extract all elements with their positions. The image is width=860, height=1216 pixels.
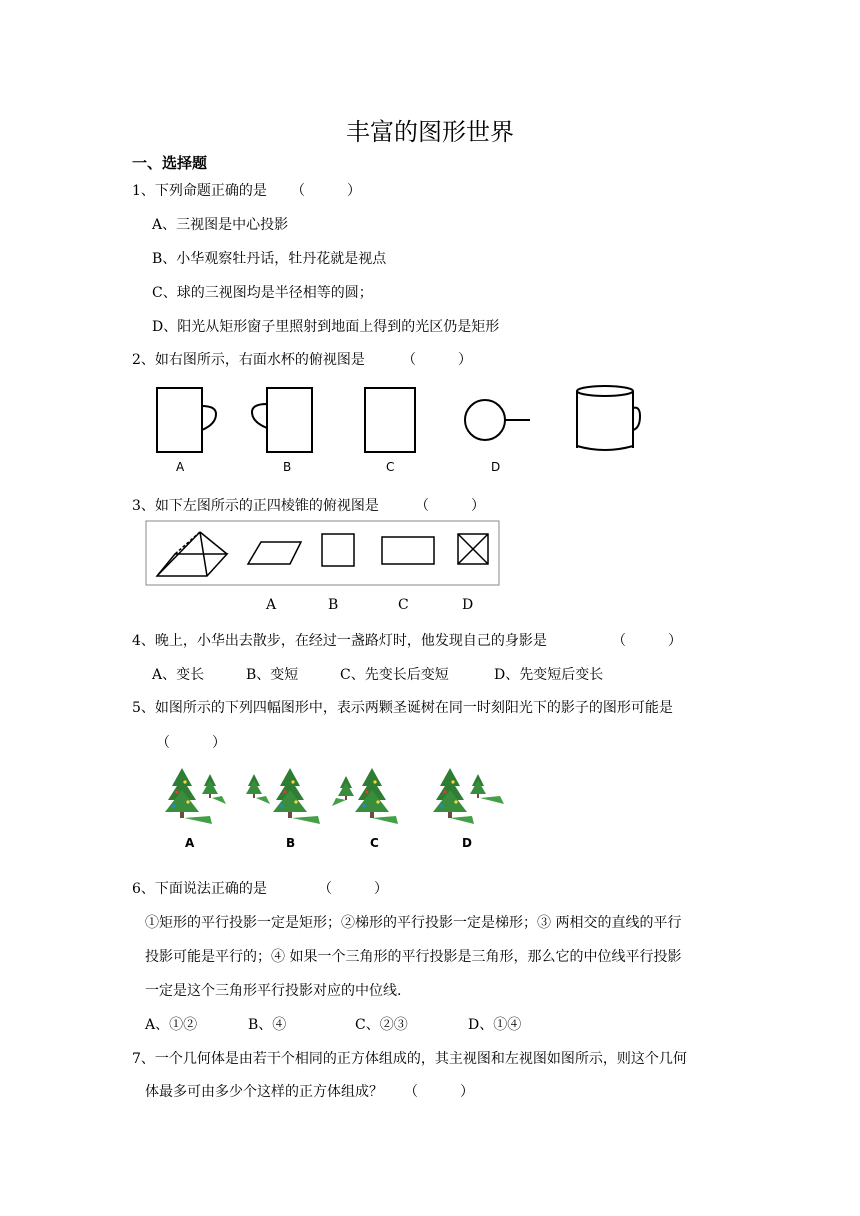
q2-stem: 2、如右图所示，右面水杯的俯视图是: [132, 352, 365, 368]
q1-option-b: B、小华观察牡丹话，牡丹花就是视点: [152, 251, 387, 267]
option-c-trees-image: [332, 768, 398, 824]
q2-label-c: C: [386, 460, 395, 474]
pyramid-views-figure: [145, 520, 505, 590]
q1-option-c: C、球的三视图均是半径相等的圆；: [152, 285, 373, 301]
q3-label-d: D: [462, 597, 474, 613]
q3-paren: （ ）: [415, 498, 485, 514]
q5-label-d: D: [462, 836, 472, 850]
page-title: 丰富的图形世界: [346, 118, 514, 146]
section-heading: 一、选择题: [132, 154, 208, 172]
option-b-rect-shape: [267, 388, 312, 452]
q3-stem: 3、如下左图所示的正四棱锥的俯视图是: [132, 498, 379, 514]
q1-paren: （ ）: [291, 183, 361, 199]
q1-option-d: D、阳光从矩形窗子里照射到地面上得到的光区仍是矩形: [152, 319, 500, 335]
q6-option-b: B、④: [248, 1017, 287, 1033]
q7-stem-line-1: 7、一个几何体是由若干个相同的正方体组成的，其主视图和左视图如图所示，则这个几何: [132, 1051, 687, 1067]
q6-paren: （ ）: [318, 881, 388, 897]
q4-paren: （ ）: [612, 633, 682, 649]
q5-label-c: C: [370, 836, 379, 850]
option-d-trees-image: [433, 768, 504, 824]
q3-label-b: B: [328, 597, 339, 613]
q4-option-b: B、变短: [246, 667, 299, 683]
option-a-handle-shape: [202, 406, 216, 430]
q5-label-a: A: [185, 836, 195, 850]
q4-option-a: A、变长: [152, 667, 205, 683]
q5-paren: （ ）: [156, 735, 226, 751]
option-a-parallelogram-shape: [248, 542, 301, 564]
q6-body-line-2: 投影可能是平行的；④ 如果一个三角形的平行投影是三角形，那么它的中位线平行投影: [145, 949, 682, 965]
q6-body-line-1: ①矩形的平行投影一定是矩形；②梯形的平行投影一定是梯形；③ 两相交的直线的平行: [145, 915, 682, 931]
option-c-rectangle-shape: [382, 537, 434, 564]
option-d-circle-shape: [465, 400, 505, 440]
q5-stem: 5、如图所示的下列四幅图形中，表示两颗圣诞树在同一时刻阳光下的影子的图形可能是: [132, 700, 673, 716]
q2-paren: （ ）: [402, 352, 472, 368]
q6-option-c: C、②③: [355, 1017, 408, 1033]
q2-label-d: D: [491, 460, 501, 474]
option-b-trees-image: [246, 768, 320, 824]
q1-option-a: A、三视图是中心投影: [152, 217, 289, 233]
cup-handle-shape: [633, 408, 640, 430]
option-c-rect-shape: [365, 388, 415, 452]
q4-option-d: D、先变短后变长: [494, 667, 604, 683]
q5-label-b: B: [286, 836, 296, 850]
option-a-rect-shape: [157, 388, 202, 452]
q6-body-line-3: 一定是这个三角形平行投影对应的中位线.: [145, 983, 402, 999]
q7-stem-line-2: 体最多可由多少个这样的正方体组成？: [145, 1084, 383, 1100]
q2-label-b: B: [283, 460, 292, 474]
option-b-square-shape: [322, 534, 354, 566]
q7-paren: （ ）: [404, 1084, 474, 1100]
q3-label-a: A: [266, 597, 277, 613]
q6-option-d: D、①④: [468, 1017, 522, 1033]
option-b-handle-shape: [252, 404, 267, 428]
option-a-trees-image: [165, 768, 226, 824]
cup-views-figure: [140, 380, 660, 480]
q3-label-c: C: [398, 597, 409, 613]
q4-stem: 4、晚上，小华出去散步，在经过一盏路灯时，他发现自己的身影是: [132, 633, 547, 649]
trees-figure: [160, 762, 520, 832]
q6-option-a: A、①②: [145, 1017, 198, 1033]
q2-label-a: A: [176, 460, 185, 474]
q6-stem: 6、下面说法正确的是: [132, 881, 267, 897]
q4-option-c: C、先变长后变短: [340, 667, 449, 683]
q1-stem: 1、下列命题正确的是: [132, 183, 267, 199]
cup-top-shape: [577, 386, 633, 396]
